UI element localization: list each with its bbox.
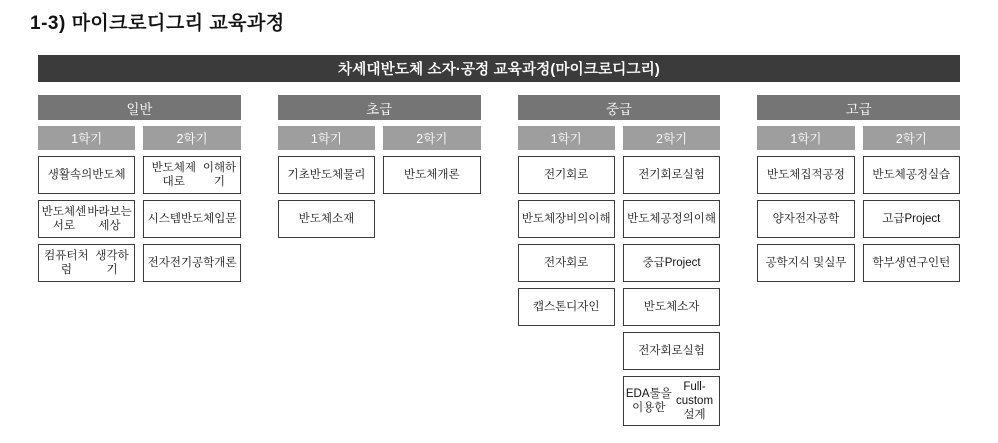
track-advanced — [757, 95, 960, 426]
course-item: 전자전기공학개론 — [143, 244, 240, 282]
course-item: 반도체제대로 이해하기 — [143, 156, 240, 194]
course-item: 반도체개론 — [383, 156, 480, 194]
track-intermediate — [518, 95, 721, 426]
semester-header: 2학기 — [383, 126, 480, 150]
course-item: 전자회로 실험 — [623, 332, 720, 370]
course-item: 시스템 반도체입문 — [143, 200, 240, 238]
course-columns-advanced — [757, 156, 960, 282]
course-item: EDA툴을 이용한 Full-custom설계 — [623, 376, 720, 426]
course-column — [623, 156, 720, 426]
semester-header: 1학기 — [278, 126, 375, 150]
course-item: 전자회로 — [518, 244, 615, 282]
semester-headers-beginner — [278, 126, 481, 150]
course-column — [863, 156, 960, 282]
track-header-intermediate: 중급 — [518, 95, 721, 120]
tracks-container — [38, 95, 960, 426]
course-item: 전기회로 — [518, 156, 615, 194]
course-column — [757, 156, 854, 282]
semester-header: 2학기 — [863, 126, 960, 150]
course-item: 반도체공정 실습 — [863, 156, 960, 194]
course-item: 생활속의 반도체 — [38, 156, 135, 194]
course-item: 양자전자공학 — [757, 200, 854, 238]
course-column — [383, 156, 480, 194]
course-item: 캡스톤디자인 — [518, 288, 615, 326]
course-column — [38, 156, 135, 282]
course-item: 기초반도체 물리 — [278, 156, 375, 194]
page-title: 1-3) 마이크로디그리 교육과정 — [30, 13, 285, 34]
course-item: 학부생 연구인턴 — [863, 244, 960, 282]
track-header-advanced: 고급 — [757, 95, 960, 120]
semester-header: 1학기 — [757, 126, 854, 150]
course-item: 전기회로 실험 — [623, 156, 720, 194]
semester-headers-advanced — [757, 126, 960, 150]
semester-header: 2학기 — [623, 126, 720, 150]
course-item: 반도체집적 공정 — [757, 156, 854, 194]
course-item: 중급 Project — [623, 244, 720, 282]
course-item: 공학지식 및 실무 — [757, 244, 854, 282]
course-item: 반도체소자 — [623, 288, 720, 326]
course-item: 컴퓨터처럼 생각하기 — [38, 244, 135, 282]
course-columns-general — [38, 156, 241, 282]
track-header-beginner: 초급 — [278, 95, 481, 120]
curriculum-banner: 차세대반도체 소자·공정 교육과정(마이크로디그리) — [38, 55, 960, 82]
track-beginner — [278, 95, 481, 426]
course-item: 반도체장비의이해 — [518, 200, 615, 238]
track-header-general: 일반 — [38, 95, 241, 120]
course-item: 반도체센서로 바라보는세상 — [38, 200, 135, 238]
semester-headers-general — [38, 126, 241, 150]
course-column — [143, 156, 240, 282]
track-general — [38, 95, 241, 426]
course-item: 고급 Project — [863, 200, 960, 238]
course-columns-beginner — [278, 156, 481, 238]
course-column — [278, 156, 375, 238]
course-item: 반도체소재 — [278, 200, 375, 238]
semester-headers-intermediate — [518, 126, 721, 150]
course-columns-intermediate — [518, 156, 721, 426]
course-column — [518, 156, 615, 326]
course-item: 반도체공정의이해 — [623, 200, 720, 238]
semester-header: 1학기 — [518, 126, 615, 150]
semester-header: 2학기 — [143, 126, 240, 150]
semester-header: 1학기 — [38, 126, 135, 150]
